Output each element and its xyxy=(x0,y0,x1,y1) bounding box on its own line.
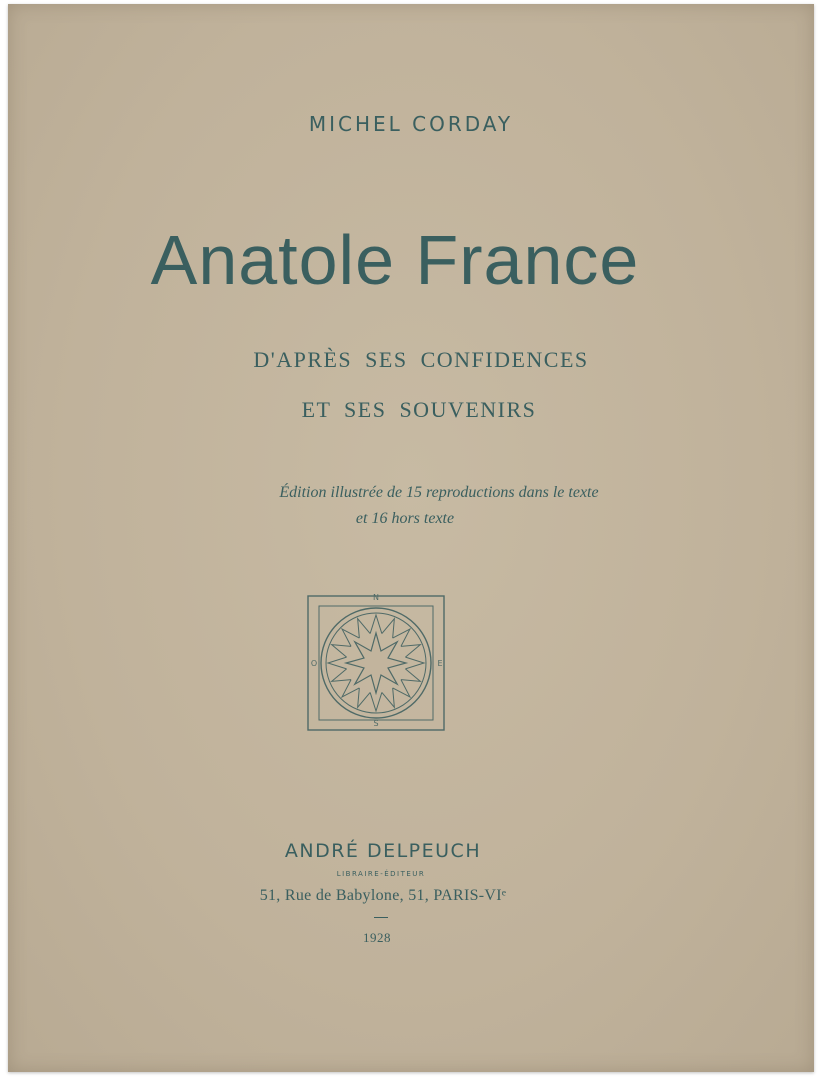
compass-rose-emblem xyxy=(306,590,446,734)
subtitle-line-1: D'APRÈS SES CONFIDENCES xyxy=(253,347,589,372)
compass-rose-icon xyxy=(306,590,446,739)
author-name: MICHEL CORDAY xyxy=(308,112,514,136)
edition-note-line-1: Édition illustrée de 15 reproductions dans le texte xyxy=(279,484,599,501)
publication-year: 1928 xyxy=(363,930,391,945)
separator-dash xyxy=(374,917,388,918)
compass-letter-south: S xyxy=(373,719,379,728)
rose-point xyxy=(358,619,371,638)
rose-point xyxy=(358,688,371,707)
rose-point xyxy=(401,669,420,682)
rose-star xyxy=(346,633,406,693)
subtitle-line-2: ET SES SOUVENIRS xyxy=(301,397,537,422)
publisher-role: LIBRAIRE-ÉDITEUR xyxy=(336,870,426,878)
book-title: Anatole France xyxy=(150,221,640,299)
rose-point xyxy=(382,619,395,638)
compass-letter-east: E xyxy=(437,659,443,668)
publisher-address: 51, Rue de Babylone, 51, PARIS-VIᵉ xyxy=(259,887,507,904)
rose-point xyxy=(332,645,351,658)
publisher-name: ANDRÉ DELPEUCH xyxy=(284,840,482,862)
compass-letter-west: O xyxy=(310,659,318,668)
rose-point xyxy=(332,669,351,682)
compass-letter-north: N xyxy=(373,593,379,602)
rose-point xyxy=(382,688,395,707)
edition-note-line-2: et 16 hors texte xyxy=(355,510,455,527)
rose-point xyxy=(401,645,420,658)
book-cover xyxy=(8,4,814,1072)
